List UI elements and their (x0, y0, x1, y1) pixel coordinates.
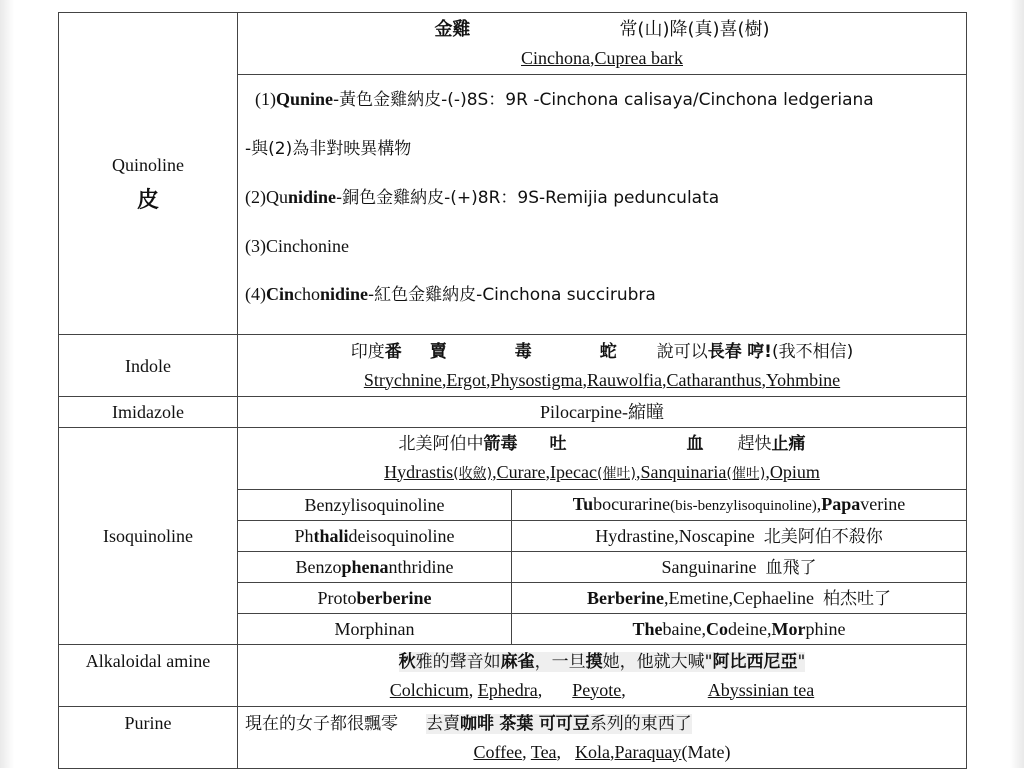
mnemonic-part: ，一旦 (534, 651, 586, 672)
item-name-bold: nidine (320, 284, 369, 304)
imidazole-content: Pilocarpine-縮瞳 (238, 397, 967, 428)
isoquinoline-drug-list: Hydrastis(收斂),Curare,Ipecac(催吐),Sanquinaria(催吐),Opium (384, 461, 820, 482)
alkaloidal-amine-label: Alkaloidal amine (59, 645, 238, 707)
example-bold: Papa (821, 494, 861, 514)
example-bold: Co (706, 619, 729, 639)
subtype-name-part: Proto (317, 588, 357, 608)
example-text: Hydrastine,Noscapine (595, 525, 755, 546)
drug-note: (Mate) (681, 741, 731, 762)
imidazole-label: Imidazole (59, 397, 238, 428)
example-bold: Tu (572, 494, 594, 514)
subtype-morphinan-examples (512, 614, 967, 645)
mnemonic-part: " (797, 651, 806, 672)
example-mnemonic: 柏杰吐了 (822, 588, 891, 609)
mnemonic-part: 去賣 (426, 713, 460, 734)
item-name-bold: Cin (266, 284, 295, 304)
example-mnemonic: 血飛了 (765, 557, 817, 578)
mnemonic-highlight (426, 714, 692, 734)
isoquinoline-mnemonic (238, 430, 966, 458)
quinoline-items-cell (238, 75, 967, 335)
subtype-name: Benzylisoquinoline (304, 495, 445, 515)
quinoline-head-cn: 金雞 (434, 19, 471, 40)
indole-drug-list: Strychnine,Ergot,Physostigma,Rauwolfia,Catharanthus,Yohmbine (363, 369, 841, 390)
mnemonic-key: 茶葉 (499, 713, 534, 734)
mnemonic-key: 番 (384, 341, 402, 362)
item-description: -銅色金雞納皮-(+)8R：9S-Remijia pedunculata (336, 188, 720, 208)
subtype-benzophenanthridine (238, 552, 512, 583)
mnemonic-key: 吐 (549, 433, 567, 454)
mnemonic-key: 長春 (707, 341, 742, 362)
subtype-name-bold: berberine (356, 588, 432, 608)
example-bold: Mor (771, 619, 806, 639)
mnemonic-part: (我不相信) (771, 341, 854, 362)
item-number: (4) (245, 284, 266, 304)
drug-name: Ergot (446, 369, 486, 390)
drug-name: Colchicum (389, 679, 469, 700)
example-text: verine (860, 494, 906, 514)
item-name-part: cho (294, 284, 321, 304)
isoquinoline-label: Isoquinoline (59, 428, 238, 645)
indole-label: Indole (59, 335, 238, 397)
subtype-benzophenanthridine-examples (512, 552, 967, 583)
item-name: Qunine (276, 89, 334, 109)
item-description: -紅色金雞納皮-Cinchona succirubra (368, 285, 656, 305)
drug-name: Strychnine (363, 369, 442, 390)
drug-name: Catharanthus (666, 369, 762, 390)
example-text: Sanguinarine (661, 556, 757, 577)
quinoline-item-4 (245, 266, 966, 315)
drug-name: Ephedra (477, 679, 538, 700)
indole-mnemonic (238, 338, 966, 366)
subtype-benzylisoquinoline (238, 490, 512, 521)
mnemonic-key: 毒 (514, 341, 532, 362)
mnemonic-key: 哼! (747, 341, 772, 362)
item-number: (1) (255, 89, 276, 109)
item-name-bold: nidine (288, 187, 337, 207)
mnemonic-key: 止痛 (771, 433, 806, 454)
drug-name: Abyssinian tea (707, 679, 815, 700)
example-separator: , (816, 494, 822, 514)
mnemonic-key: 可可豆 (538, 713, 590, 734)
example-text: baine, (662, 619, 707, 639)
subtype-name-bold: thali (313, 526, 349, 546)
mnemonic-key: 摸 (585, 651, 603, 672)
subtype-name-bold: phena (341, 557, 389, 577)
subtype-phthalideisoquinoline (238, 521, 512, 552)
drug-entry (384, 462, 492, 482)
mnemonic-part: 現在的女子都很飄零 (245, 713, 398, 734)
example-bold: The (632, 619, 663, 639)
mnemonic-key: 秋 (398, 651, 416, 672)
quinoline-source-1: Cinchona (521, 48, 591, 68)
drug-name: Tea (530, 741, 557, 762)
example-bold: Berberine (587, 587, 665, 608)
mnemonic-part: 雅的聲音如 (415, 651, 501, 672)
mnemonic-key: 血 (686, 433, 704, 454)
mnemonic-key: 阿比西尼亞 (712, 651, 798, 672)
quinoline-item-3 (245, 218, 966, 266)
quinoline-item-1 (245, 79, 966, 120)
subtype-name-part: deisoquinoline (348, 526, 455, 546)
drug-name: Coffee (473, 741, 523, 762)
drug-note: (催吐) (597, 465, 636, 482)
drug-name: Rauwolfia (587, 369, 662, 390)
subtype-name-part: Benzo (295, 557, 342, 577)
example-text: ,Emetine,Cephaeline (664, 587, 814, 608)
alkaloid-classification-table (58, 12, 967, 769)
mnemonic-part: 說可以 (656, 341, 708, 362)
drug-name: Yohmbine (765, 369, 841, 390)
subtype-protoberberine-examples (512, 583, 967, 614)
item-number: (3) (245, 236, 266, 256)
quinoline-source-2: Cuprea bark (594, 48, 683, 68)
purine-drug-list: Coffee, Tea, Kola,Paraquay(Mate) (473, 741, 731, 762)
example-text: bocurarine (593, 494, 671, 514)
quinoline-label-cell (59, 13, 238, 335)
quinoline-header-cell: 金雞 常(山)降(真)喜(樹) Cinchona,Cuprea bark (238, 13, 967, 75)
quinoline-label-cn: 皮 (136, 187, 159, 213)
quinoline-note (245, 120, 966, 169)
mnemonic-part: 印度 (350, 341, 385, 362)
subtype-morphinan (238, 614, 512, 645)
drug-note: (催吐) (726, 465, 766, 482)
mnemonic-part: 趕快 (737, 433, 772, 454)
example-mnemonic: 北美阿伯不殺你 (763, 526, 883, 547)
note-text: -與(2)為非對映異構物 (245, 139, 412, 159)
subtype-benzylisoquinoline-examples (512, 490, 967, 521)
mnemonic-part: 北美阿伯中 (398, 433, 484, 454)
drug-name: Peyote (572, 679, 622, 700)
drug-name: Ipecac (550, 461, 597, 482)
subtype-name-part: nthridine (388, 557, 454, 577)
quinoline-label: Quinoline (112, 154, 184, 175)
drug-entry (640, 462, 765, 482)
example-text: deine, (728, 619, 772, 639)
item-description: -黃色金雞納皮-(-)8S：9R -Cinchona calisaya/Cinchona ledgeriana (333, 90, 874, 110)
item-name-part: Qu (266, 187, 288, 207)
drug-entry (550, 462, 636, 482)
mnemonic-highlight (399, 652, 806, 672)
indole-content-cell (238, 335, 967, 397)
subtype-protoberberine (238, 583, 512, 614)
subtype-name: Morphinan (334, 619, 415, 639)
drug-name: Kola (575, 741, 611, 762)
purine-mnemonic (238, 710, 966, 738)
drug-name: Paraquay (614, 741, 682, 762)
isoquinoline-header-cell (238, 428, 967, 490)
mnemonic-key: 咖啡 (460, 713, 494, 734)
drug-note: (收斂) (453, 465, 493, 482)
alkaloidal-amine-content-cell (238, 645, 967, 707)
quinoline-head-mnemonic: 常(山)降(真)喜(樹) (619, 19, 770, 40)
alkaloidal-amine-mnemonic (238, 648, 966, 676)
drug-name: Physostigma (490, 369, 583, 390)
alkaloid-table-wrapper (58, 12, 967, 769)
item-number: (2) (245, 187, 266, 207)
mnemonic-key: 蛇 (599, 341, 617, 362)
mnemonic-part: 她，他就大喊" (602, 651, 713, 672)
subtype-name-part: Ph (294, 526, 314, 546)
drug-name: Sanquinaria (640, 461, 727, 482)
purine-label: Purine (59, 707, 238, 769)
mnemonic-key: 麻雀 (500, 651, 535, 672)
item-name: Cinchonine (266, 236, 349, 256)
example-text: phine (805, 619, 846, 639)
mnemonic-key: 箭毒 (483, 433, 518, 454)
quinoline-item-2 (245, 169, 966, 218)
drug-name: Curare (496, 461, 546, 482)
example-note: (bis-benzylisoquinoline) (670, 498, 817, 514)
alkaloidal-amine-drug-list: Colchicum, Ephedra, Peyote, Abyssinian tea (389, 679, 815, 700)
drug-name: Opium (769, 461, 820, 482)
mnemonic-part: 系列的東西了 (589, 713, 692, 734)
subtype-phthalideisoquinoline-examples (512, 521, 967, 552)
drug-name: Hydrastis (384, 461, 454, 482)
purine-content-cell (238, 707, 967, 769)
mnemonic-key: 賣 (429, 341, 447, 362)
